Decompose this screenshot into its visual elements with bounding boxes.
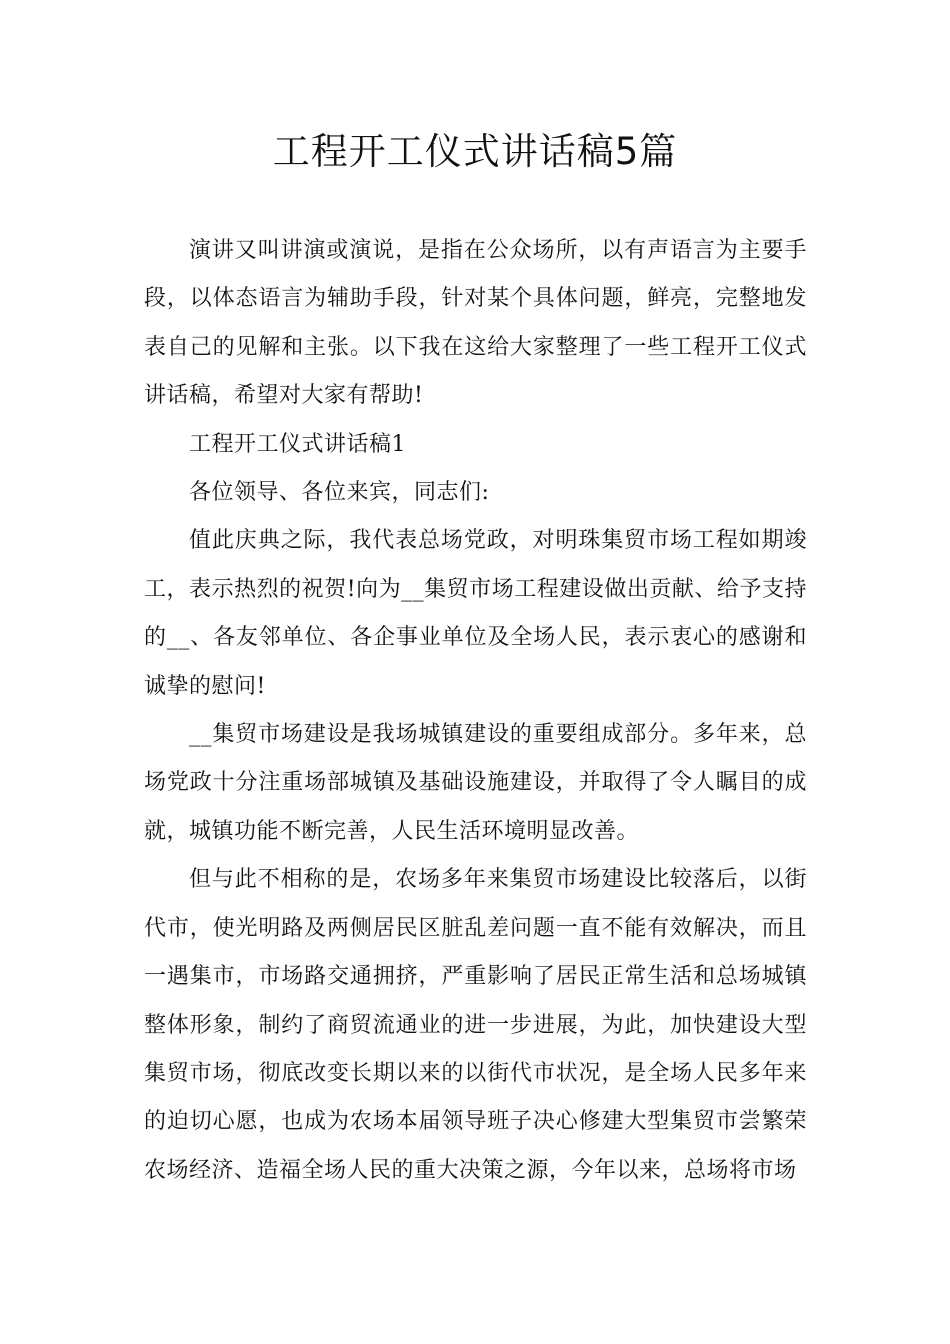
document-body	[144, 227, 807, 1195]
paragraph: 但与此不相称的是，农场多年来集贸市场建设比较落后，以街代市，使光明路及两侧居民区脏乱差问题一直不能有效解决，而且一遇集市，市场路交通拥挤，严重影响了居民正常生活和总场城镇整体形象，制约了商贸流通业的进一步进展，为此，加快建设大型集贸市场，彻底改变长期以来的以街代市状况，是全场人民多年来的迫切心愿，也成为农场本届领导班子决心修建大型集贸市尝繁荣农场经济、造福全场人民的重大决策之源，今年以来，总场将市场	[144, 867, 807, 1183]
document-title: 工程开工仪式讲话稿5篇	[272, 130, 678, 173]
paragraph-salutation: 各位领导、各位来宾，同志们:	[189, 480, 490, 506]
paragraph: 值此庆典之际，我代表总场党政，对明珠集贸市场工程如期竣工，表示热烈的祝贺!向为__集贸市场工程建设做出贡献、给予支持的__、各友邻单位、各企事业单位及全场人民，表示衷心的感谢和诚挚的慰问!	[144, 528, 807, 699]
paragraph-intro: 演讲又叫讲演或演说，是指在公众场所，以有声语言为主要手段，以体态语言为辅助手段，针对某个具体问题，鲜亮，完整地发表自己的见解和主张。以下我在这给大家整理了一些工程开工仪式讲话稿，希望对大家有帮助!	[144, 238, 807, 409]
paragraph: __集贸市场建设是我场城镇建设的重要组成部分。多年来，总场党政十分注重场部城镇及基础设施建设，并取得了令人瞩目的成就，城镇功能不断完善，人民生活环境明显改善。	[144, 722, 807, 844]
section-heading: 工程开工仪式讲话稿1	[189, 431, 406, 457]
